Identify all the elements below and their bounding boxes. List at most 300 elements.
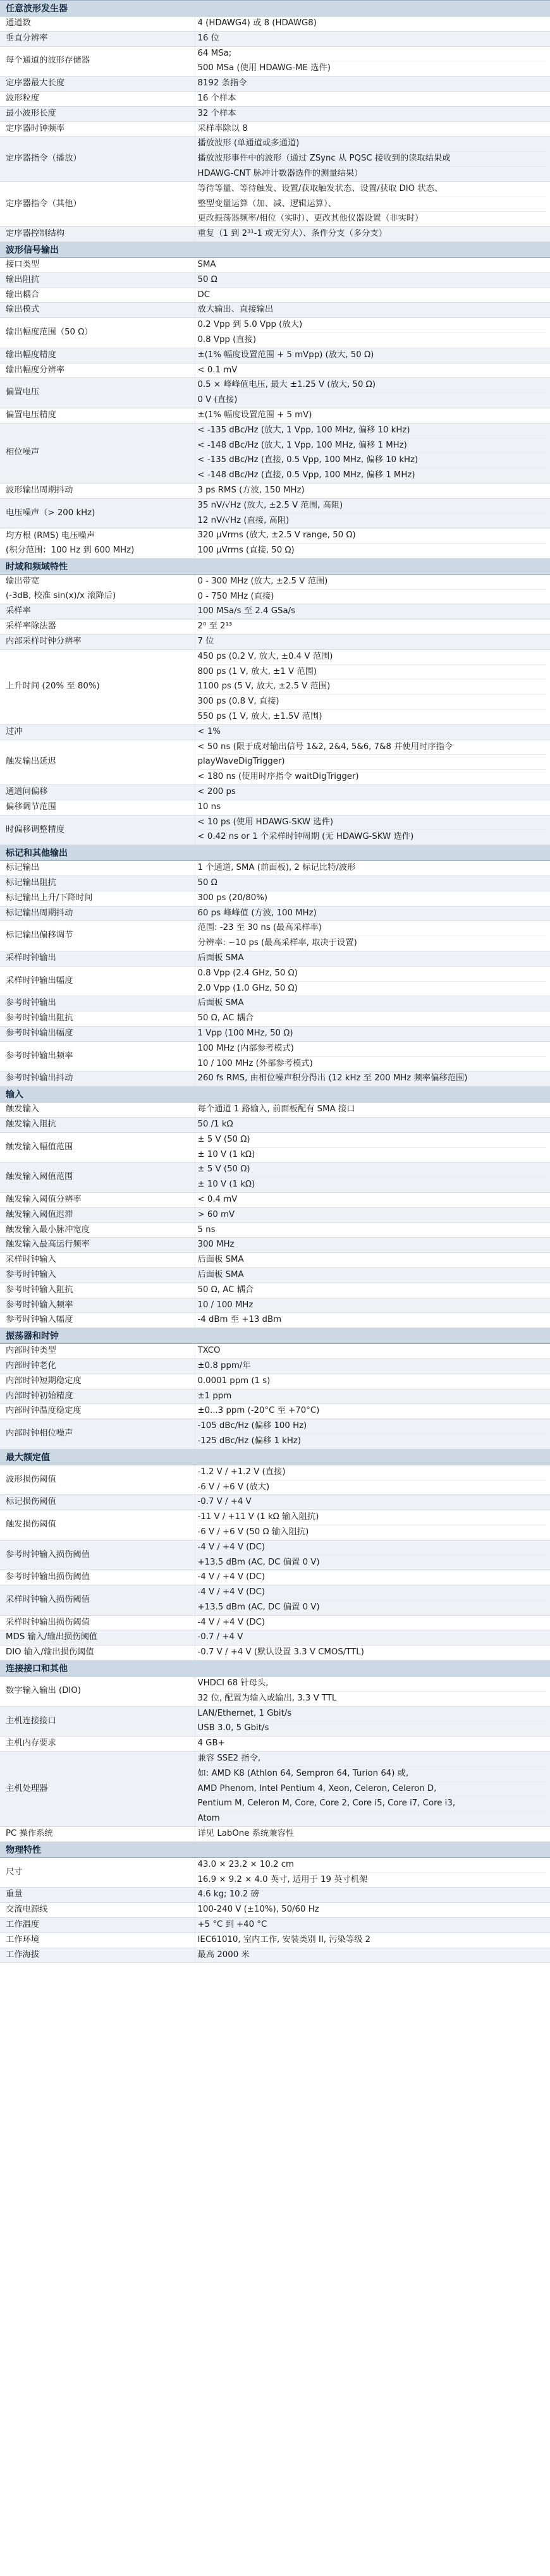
spec-label: 均方根 (RMS) 电压噪声	[6, 530, 95, 540]
spec-label: 内部时钟温度稳定度	[6, 1406, 82, 1416]
spec-value: 100-240 V (±10%), 50/60 Hz	[197, 1905, 319, 1915]
spec-row	[0, 815, 550, 845]
spec-value-cell	[195, 1253, 550, 1268]
spec-value: 放大输出、直接输出	[197, 305, 274, 315]
section-title: 标记和其他输出	[0, 845, 550, 861]
spec-row	[0, 408, 550, 423]
spec-row	[0, 1540, 550, 1570]
spec-value-cell	[195, 740, 550, 784]
spec-value-cell	[195, 1827, 550, 1842]
spec-label-cell	[0, 1676, 195, 1707]
spec-label-cell	[0, 951, 195, 967]
spec-value: < 0.42 ns or 1 个采样时钟周期 (无 HDAWG-SKW 选件)	[198, 829, 547, 845]
spec-label: 采样率	[6, 606, 31, 616]
spec-value: 兼容 SSE2 指令,	[197, 1754, 261, 1764]
spec-label-cell	[0, 1495, 195, 1510]
spec-row	[0, 1918, 550, 1933]
spec-row	[0, 16, 550, 32]
spec-value-cell	[195, 483, 550, 498]
spec-row	[0, 1253, 550, 1268]
spec-label: 输出模式	[6, 305, 40, 315]
spec-label-cell	[0, 121, 195, 137]
spec-label-cell	[0, 1253, 195, 1268]
spec-label-cell	[0, 272, 195, 288]
spec-value-cell	[195, 46, 550, 76]
spec-value: HDAWG-CNT 脉冲计数器选件的测量结果）	[198, 166, 547, 181]
spec-label-cell	[0, 1344, 195, 1359]
spec-label-cell	[0, 106, 195, 121]
spec-label: 触发输入阻抗	[6, 1119, 56, 1129]
spec-label-cell	[0, 318, 195, 348]
spec-value: 300 MHz	[197, 1240, 235, 1250]
spec-value: < 200 ps	[197, 787, 236, 797]
spec-value-cell	[195, 966, 550, 996]
spec-value-cell	[195, 272, 550, 288]
spec-label: 采样时钟输入	[6, 1255, 56, 1265]
spec-label-cell	[0, 1510, 195, 1541]
spec-row	[0, 288, 550, 303]
spec-label-cell	[0, 363, 195, 378]
spec-label: 采样率除法器	[6, 621, 56, 632]
section-header	[0, 845, 550, 861]
spec-label-cell	[0, 1102, 195, 1118]
spec-value-cell	[195, 1645, 550, 1661]
spec-row	[0, 1267, 550, 1283]
spec-value: -6 V / +6 V (50 Ω 输入阻抗)	[198, 1525, 547, 1540]
section-title: 振荡器和时钟	[0, 1328, 550, 1344]
spec-label: 参考时钟输出抖动	[6, 1073, 73, 1084]
spec-row	[0, 46, 550, 76]
spec-value: 100 MHz (内部参考模式)	[197, 1043, 294, 1053]
spec-value-cell	[195, 620, 550, 635]
spec-label: 参考时钟输出幅度	[6, 1029, 73, 1038]
spec-value: 2⁰ 至 2¹³	[197, 621, 233, 632]
spec-label: 每个通道的波形存储器	[6, 56, 90, 66]
spec-row	[0, 906, 550, 921]
spec-label-cell	[0, 1207, 195, 1223]
spec-row	[0, 1419, 550, 1450]
spec-value: 2.0 Vpp (1.0 GHz, 50 Ω)	[198, 981, 547, 996]
section-header	[0, 1, 550, 16]
spec-value-cell	[195, 1540, 550, 1570]
spec-label: 波形输出周期抖动	[6, 485, 73, 495]
spec-value: 详见 LabOne 系统兼容性	[197, 1829, 295, 1839]
spec-value: ± 10 V (1 kΩ)	[198, 1147, 547, 1163]
spec-label: 内部时钟相位噪声	[6, 1429, 73, 1439]
spec-value-cell	[195, 1163, 550, 1193]
spec-value: 100 μVrms (直接, 50 Ω)	[198, 543, 547, 558]
spec-label-cell	[0, 1163, 195, 1193]
spec-value: 0 - 300 MHz (放大, ±2.5 V 范围)	[197, 576, 328, 586]
spec-value: < 50 ns (限于成对输出信号 1&2, 2&4, 5&6, 7&8 并使用时序指令	[197, 742, 453, 752]
spec-label: 上升时间 (20% 至 80%)	[6, 681, 100, 692]
spec-value: 800 ps (1 V, 放大, ±1 V 范围)	[198, 664, 547, 680]
spec-value: 播放波形事件中的波形（通过 ZSync 从 PQSC 接收到的读取结果或	[198, 151, 547, 166]
section-title: 任意波形发生器	[0, 1, 550, 16]
spec-label: 触发输入最高运行频率	[6, 1240, 90, 1250]
spec-row	[0, 1585, 550, 1616]
spec-label-cell	[0, 1132, 195, 1163]
section-title: 时域和频域特性	[0, 558, 550, 574]
spec-row	[0, 1358, 550, 1374]
spec-value: 50 Ω	[197, 878, 217, 888]
spec-value: 播放波形 (单通道或多通道)	[197, 138, 300, 149]
spec-label-cell	[0, 31, 195, 46]
spec-row	[0, 181, 550, 226]
spec-value: 1 个通道, SMA (前面板), 2 标记比特/波形	[197, 863, 356, 873]
spec-label: 最小波形长度	[6, 108, 56, 118]
spec-value-cell	[195, 1706, 550, 1737]
spec-value-cell	[195, 348, 550, 363]
spec-label-cell	[0, 1948, 195, 1963]
spec-value: 1 Vpp (100 MHz, 50 Ω)	[197, 1029, 293, 1038]
spec-value: 0.8 Vpp (2.4 GHz, 50 Ω)	[197, 968, 298, 978]
spec-label-cell	[0, 1027, 195, 1042]
spec-label: 采样时钟输出损伤阈值	[6, 1617, 90, 1627]
spec-label: 标记输出上升/下降时间	[6, 893, 93, 903]
spec-row	[0, 635, 550, 650]
spec-label: 偏置电压精度	[6, 410, 56, 420]
spec-label-cell	[0, 16, 195, 32]
spec-row	[0, 106, 550, 121]
spec-label-cell	[0, 996, 195, 1011]
spec-label-cell	[0, 861, 195, 876]
spec-label: 过冲	[6, 726, 23, 736]
spec-row	[0, 1948, 550, 1963]
spec-row	[0, 800, 550, 815]
spec-value: ± 5 V (50 Ω)	[197, 1134, 250, 1144]
spec-label: 参考时钟输出	[6, 998, 56, 1008]
spec-label-cell	[0, 1389, 195, 1404]
section-title: 最大额定值	[0, 1449, 550, 1465]
spec-value-cell	[195, 1570, 550, 1585]
spec-label: 参考时钟输出阻抗	[6, 1013, 73, 1023]
section-header	[0, 1841, 550, 1857]
spec-label-cell	[0, 876, 195, 891]
spec-value-cell	[195, 800, 550, 815]
spec-label-cell	[0, 891, 195, 906]
spec-label-cell	[0, 740, 195, 784]
spec-value-cell	[195, 604, 550, 620]
spec-row	[0, 1298, 550, 1313]
spec-label: 相位噪声	[6, 448, 40, 458]
spec-value-cell	[195, 498, 550, 528]
spec-label-cell	[0, 1903, 195, 1918]
spec-value-cell	[195, 1102, 550, 1118]
spec-label-cell	[0, 724, 195, 740]
spec-label: 触发输入	[6, 1104, 40, 1114]
spec-value-cell	[195, 423, 550, 483]
spec-label-cell	[0, 815, 195, 845]
spec-row	[0, 921, 550, 951]
section-header	[0, 1328, 550, 1344]
spec-row	[0, 1752, 550, 1827]
spec-label: 标记输出阻抗	[6, 878, 56, 888]
spec-label: 触发输入阈值范围	[6, 1172, 73, 1182]
spec-label: 输出幅度精度	[6, 350, 56, 360]
spec-value-cell	[195, 815, 550, 845]
spec-label-cell	[0, 1857, 195, 1888]
spec-label-cell	[0, 1298, 195, 1313]
spec-value-cell	[195, 257, 550, 272]
section-title: 输入	[0, 1087, 550, 1102]
spec-value: 0.0001 ppm (1 s)	[197, 1376, 271, 1386]
spec-label: 内部时钟类型	[6, 1346, 56, 1356]
spec-value-cell	[195, 1192, 550, 1207]
spec-value: < -148 dBc/Hz (放大, 1 Vpp, 100 MHz, 偏移 1 MHz)	[198, 438, 547, 453]
spec-label-cell	[0, 303, 195, 318]
spec-label-cell	[0, 483, 195, 498]
spec-value: +13.5 dBm (AC, DC 偏置 0 V)	[198, 1555, 547, 1570]
spec-value: 16 位	[197, 33, 219, 43]
spec-label: DIO 输入/输出损伤阈值	[6, 1647, 94, 1657]
spec-value-cell	[195, 1888, 550, 1903]
spec-row	[0, 1706, 550, 1737]
spec-row	[0, 1615, 550, 1630]
spec-value-cell	[195, 1585, 550, 1616]
spec-value: 0.8 Vpp (直接)	[198, 333, 547, 348]
spec-label-cell	[0, 1706, 195, 1737]
spec-value: 16 个样本	[197, 93, 236, 103]
spec-value: 10 ns	[197, 802, 221, 812]
spec-value-cell	[195, 996, 550, 1011]
spec-value-cell	[195, 303, 550, 318]
spec-label-cell	[0, 966, 195, 996]
spec-label: (-3dB, 校准 sin(x)/x 滚降后)	[6, 591, 116, 601]
spec-value-cell	[195, 649, 550, 724]
spec-value-cell	[195, 1630, 550, 1645]
spec-row	[0, 1888, 550, 1903]
spec-value: ±(1% 幅度设置范围 + 5 mVpp) (放大, 50 Ω)	[197, 350, 374, 360]
spec-label-cell	[0, 800, 195, 815]
spec-label-cell	[0, 1630, 195, 1645]
spec-label: 输出带宽	[6, 577, 40, 587]
spec-label-cell	[0, 1011, 195, 1027]
spec-value: -105 dBc/Hz (偏移 100 Hz)	[197, 1421, 307, 1431]
spec-label-cell	[0, 635, 195, 650]
spec-value: 后面板 SMA	[197, 998, 244, 1008]
spec-value-cell	[195, 318, 550, 348]
spec-value-cell	[195, 1932, 550, 1948]
spec-value-cell	[195, 861, 550, 876]
spec-value: LAN/Ethernet, 1 Gbit/s	[197, 1708, 292, 1718]
spec-value-cell	[195, 1283, 550, 1298]
spec-label: 时偏移调整精度	[6, 824, 65, 834]
spec-label: 偏置电压	[6, 388, 40, 398]
spec-value-cell	[195, 1615, 550, 1630]
spec-value: < 0.4 mV	[197, 1194, 238, 1204]
spec-value-cell	[195, 1132, 550, 1163]
spec-row	[0, 1374, 550, 1389]
spec-label: 定序器控制结构	[6, 229, 65, 239]
spec-label-cell	[0, 906, 195, 921]
spec-label: 采样时钟输出幅度	[6, 975, 73, 986]
spec-label: 定序器指令（其他）	[6, 198, 82, 209]
section-header	[0, 1661, 550, 1676]
spec-value: -4 V / +4 V (DC)	[197, 1587, 266, 1597]
spec-value: 64 MSa;	[197, 48, 232, 58]
spec-label-cell	[0, 785, 195, 800]
spec-value-cell	[195, 921, 550, 951]
spec-label-cell	[0, 574, 195, 604]
spec-label: 采样时钟输出	[6, 953, 56, 963]
spec-row	[0, 483, 550, 498]
spec-label-cell	[0, 1223, 195, 1238]
spec-row	[0, 1117, 550, 1132]
spec-label-cell	[0, 1192, 195, 1207]
spec-value: 35 nV/√Hz (放大, ±2.5 V 范围, 高阻)	[197, 500, 343, 510]
spec-row	[0, 1102, 550, 1118]
spec-value-cell	[195, 1358, 550, 1374]
spec-label: 波形损伤阈值	[6, 1474, 56, 1484]
spec-value-cell	[195, 1344, 550, 1359]
spec-row	[0, 966, 550, 996]
spec-row	[0, 1027, 550, 1042]
spec-value: ± 5 V (50 Ω)	[197, 1164, 250, 1175]
spec-label: 参考时钟输出频率	[6, 1051, 73, 1061]
spec-label-cell	[0, 1374, 195, 1389]
spec-value-cell	[195, 1918, 550, 1933]
spec-label: 通道数	[6, 18, 31, 28]
spec-label-cell	[0, 620, 195, 635]
spec-label-cell	[0, 1888, 195, 1903]
spec-value: ±1 ppm	[197, 1391, 232, 1401]
spec-value: -0.7 V / +4 V (默认设置 3.3 V CMOS/TTL)	[197, 1647, 364, 1657]
spec-label-cell	[0, 288, 195, 303]
spec-label: 通道间偏移	[6, 787, 48, 797]
spec-label-cell	[0, 91, 195, 106]
spec-value: DC	[197, 290, 211, 300]
spec-value: -6 V / +6 V (放大)	[198, 1480, 547, 1495]
spec-value: 450 ps (0.2 V, 放大, ±0.4 V 范围)	[197, 651, 333, 661]
spec-value-cell	[195, 363, 550, 378]
spec-value: Atom	[198, 1811, 547, 1826]
spec-row	[0, 1827, 550, 1842]
spec-value: 260 fs RMS, 由相位噪声积分得出 (12 kHz 至 200 MHz 频率偏移范围)	[197, 1073, 468, 1084]
spec-value-cell	[195, 1223, 550, 1238]
spec-value-cell	[195, 1041, 550, 1071]
spec-row	[0, 649, 550, 724]
spec-value: < -135 dBc/Hz (放大, 1 Vpp, 100 MHz, 偏移 10 kHz)	[197, 425, 410, 435]
spec-value: 0.5 × 峰峰值电压, 最大 ±1.25 V (放大, 50 Ω)	[197, 380, 376, 390]
spec-value: 500 MSa (使用 HDAWG-ME 选件)	[198, 61, 547, 76]
spec-value-cell	[195, 724, 550, 740]
spec-label: 定序器时钟频率	[6, 123, 65, 133]
spec-value: VHDCI 68 针母头,	[197, 1678, 269, 1688]
spec-value: 550 ps (1 V, 放大, ±1.5V 范围)	[198, 709, 547, 724]
spec-value-cell	[195, 181, 550, 226]
spec-row	[0, 318, 550, 348]
spec-label-cell	[0, 1615, 195, 1630]
spec-label-cell	[0, 1071, 195, 1087]
spec-row	[0, 1857, 550, 1888]
spec-label: 主机连接接口	[6, 1716, 56, 1726]
spec-label-cell	[0, 921, 195, 951]
spec-value-cell	[195, 31, 550, 46]
spec-label: 触发损伤阈值	[6, 1520, 56, 1529]
spec-label-cell	[0, 498, 195, 528]
spec-row	[0, 1238, 550, 1253]
spec-row	[0, 785, 550, 800]
spec-label-cell	[0, 76, 195, 92]
spec-value: 后面板 SMA	[197, 1269, 244, 1279]
spec-value: -4 V / +4 V (DC)	[197, 1617, 266, 1627]
spec-row	[0, 423, 550, 483]
spec-value-cell	[195, 1903, 550, 1918]
spec-value: < 0.1 mV	[197, 365, 238, 375]
spec-label-cell	[0, 181, 195, 226]
spec-value: 43.0 × 23.2 × 10.2 cm	[197, 1859, 294, 1869]
spec-label-cell	[0, 1358, 195, 1374]
spec-value-cell	[195, 785, 550, 800]
spec-value: SMA	[197, 259, 216, 269]
spec-row	[0, 1932, 550, 1948]
spec-value-cell	[195, 408, 550, 423]
spec-value: < -135 dBc/Hz (直接, 0.5 Vpp, 100 MHz, 偏移 10 kHz)	[198, 453, 547, 468]
spec-label: 工作温度	[6, 1920, 40, 1930]
spec-label-cell	[0, 1827, 195, 1842]
spec-value: 32 个样本	[197, 108, 236, 118]
spec-value: 3 ps RMS (方波, 150 MHz)	[197, 485, 305, 495]
spec-row	[0, 498, 550, 528]
spec-value: 32 位, 配置为输入或输出, 3.3 V TTL	[198, 1691, 547, 1706]
spec-label: 参考时钟输入	[6, 1269, 56, 1279]
spec-label: 工作海拔	[6, 1950, 40, 1960]
spec-value: 0 - 750 MHz (直接)	[198, 589, 547, 604]
spec-value: 如: AMD K8 (Athlon 64, Sempron 64, Turion 64) 或,	[198, 1766, 547, 1781]
spec-row	[0, 1570, 550, 1585]
spec-row	[0, 1192, 550, 1207]
spec-value-cell	[195, 378, 550, 408]
spec-value: 60 ps 峰峰值 (方波, 100 MHz)	[197, 908, 317, 918]
spec-row	[0, 227, 550, 242]
spec-label: PC 操作系统	[6, 1829, 53, 1839]
spec-label: 采样时钟输入损伤阈值	[6, 1594, 90, 1604]
spec-label-cell	[0, 227, 195, 242]
spec-value: < 180 ns (使用时序指令 waitDigTrigger)	[198, 769, 547, 784]
spec-row	[0, 137, 550, 181]
spec-value: 后面板 SMA	[197, 953, 244, 963]
spec-row	[0, 620, 550, 635]
spec-value-cell	[195, 1238, 550, 1253]
spec-label-cell	[0, 1313, 195, 1328]
spec-label: 参考时钟输入损伤阈值	[6, 1549, 90, 1560]
spec-value-cell	[195, 1313, 550, 1328]
spec-row	[0, 121, 550, 137]
spec-label-cell	[0, 1465, 195, 1495]
spec-row	[0, 1223, 550, 1238]
spec-value-cell	[195, 951, 550, 967]
spec-row	[0, 1495, 550, 1510]
section-header	[0, 558, 550, 574]
spec-row	[0, 1903, 550, 1918]
spec-label: 交流电源线	[6, 1905, 48, 1915]
spec-row	[0, 1510, 550, 1541]
spec-label: 标记输出周期抖动	[6, 908, 73, 918]
spec-value: -4 V / +4 V (DC)	[197, 1542, 266, 1552]
spec-label-cell	[0, 1540, 195, 1570]
spec-value: 10 / 100 MHz (外部参考模式)	[198, 1056, 547, 1071]
spec-value-cell	[195, 1071, 550, 1087]
spec-row	[0, 1645, 550, 1661]
section-header	[0, 1449, 550, 1465]
spec-label: 电压噪声（> 200 kHz)	[6, 508, 95, 518]
spec-value: -1.2 V / +1.2 V (直接)	[197, 1467, 286, 1477]
spec-label-cell	[0, 348, 195, 363]
spec-label-cell	[0, 46, 195, 76]
spec-label: 接口类型	[6, 259, 40, 269]
spec-value-cell	[195, 876, 550, 891]
